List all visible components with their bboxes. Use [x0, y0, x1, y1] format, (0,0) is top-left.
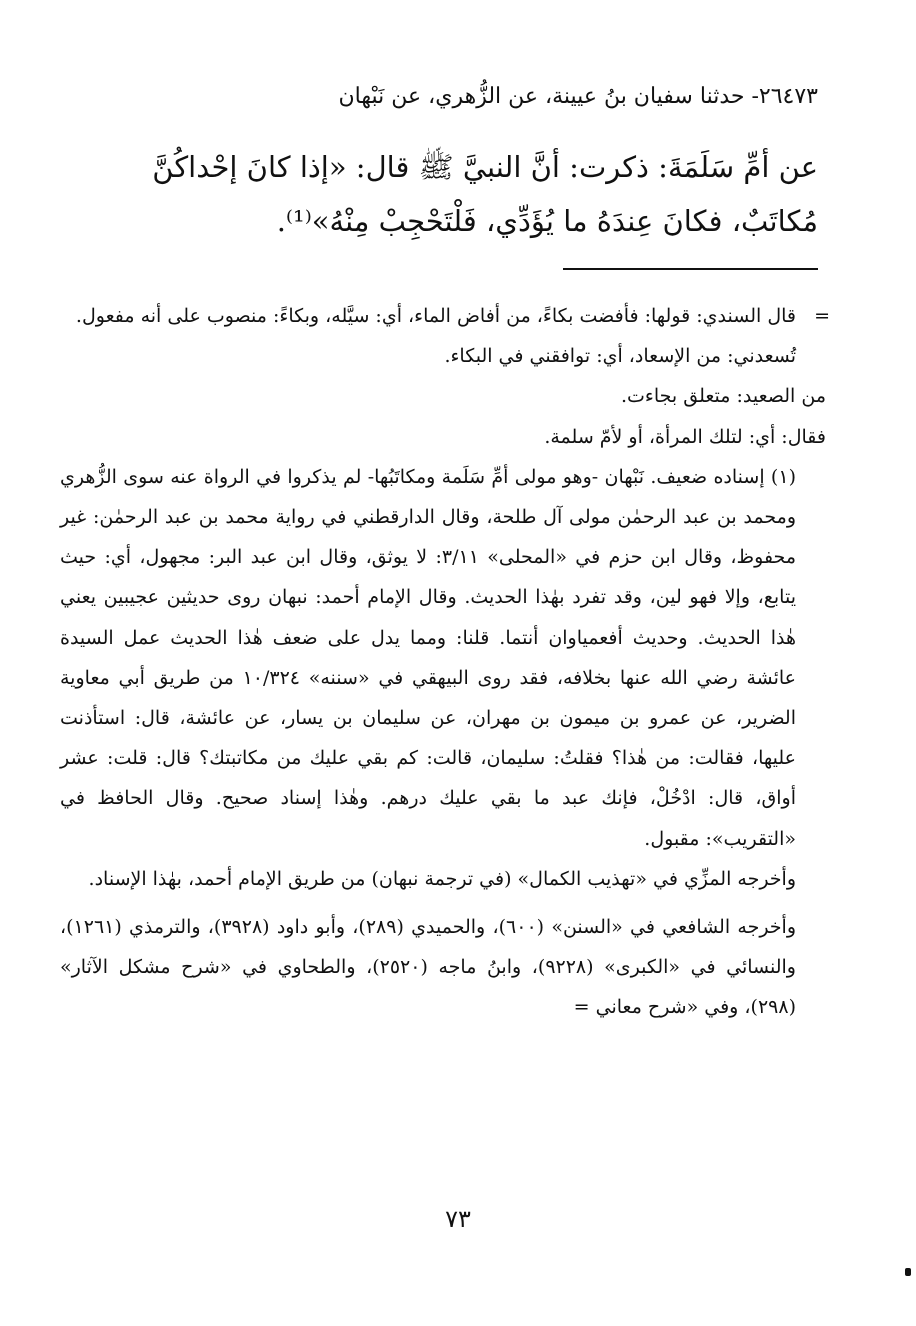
note-min-assaid: من الصعيد: متعلق بجاءت. — [621, 385, 826, 408]
hadith-text — [96, 140, 818, 248]
note-tusidni: تُسعدني: من الإسعاد، أي: توافقني في البكاء. — [444, 345, 796, 368]
hadith-line-2: مُكاتَبٌ، فكانَ عِندَهُ ما يُؤَدِّي، فَلْتَحْجِبْ مِنْهُ»⁽¹⁾. — [276, 204, 818, 238]
continuation-mark: = — [814, 305, 830, 327]
hadith-header: ٢٦٤٧٣- حدثنا سفيان بنُ عيينة، عن الزُّهري، عن نَبْهان — [338, 84, 818, 109]
note-text: قال السندي: قولها: فأفضت بكاءً، من أفاض الماء، أي: سيَّله، وبكاءً: منصوب على أنه مفعول. — [75, 305, 796, 327]
footnote-separator — [563, 268, 818, 270]
hadith-line-1: عن أمِّ سَلَمَةَ: ذكرت: أنَّ النبيَّ ﷺ قال: «إذا كانَ إحْداكُنَّ — [152, 150, 818, 184]
footnote-takhrij: وأخرجه الشافعي في «السنن» (٦٠٠)، والحميدي (٢٨٩)، وأبو داود (٣٩٢٨)، والترمذي (١٢٦١)، والنسائي في «الكبرى» (٩٢٢٨)، وابنُ ماجه (٢٥٢٠)، والطحاوي في «شرح مشكل الآثار» (٢٩٨)، وفي «شرح معاني = — [60, 916, 796, 1019]
scan-edge-mark — [905, 1268, 911, 1276]
footnote-mizzi: وأخرجه المزِّي في «تهذيب الكمال» (في ترجمة نبهان) من طريق الإمام أحمد، بهٰذا الإسناد. — [88, 867, 796, 890]
page-number: ٧٣ — [445, 1205, 471, 1233]
note-faqal: فقال: أي: لتلك المرأة، أو لأمّ سلمة. — [544, 425, 826, 448]
footnote-1-isnad: (١) إسناده ضعيف. نَبْهان -وهو مولى أمِّ سَلَمة ومكاتَبُها- لم يذكروا في الرواة عنه سوى الزُّهري ومحمد بن عبد الرحمٰن مولى آل طلحة، وقال الدارقطني في رواية محمد بن عبد الرحمٰن: غير محفوظ، وقال ابن حزم في «المحلى» ٣/١١: لا يوثق، وقال ابن عبد البر: مجهول، أي: حيث يتابع، وإلا فهو لين، وقد تفرد بهٰذا الحديث. وقال الإمام أحمد: نبهان روى حديثين عجيبين يعني هٰذا الحديث. وحديث أفعمياوان أنتما. قلنا: ومما يدل على ضعف هٰذا الحديث عمل السيدة عائشة رضي الله عنها بخلافه، فقد روى البيهقي في «سننه» ١٠/٣٢٤ من طريق أبي معاوية الضرير، عن عمرو بن ميمون بن مهران، عن سليمان بن يسار، عن عائشة، قال: استأذنت عليها، فقالت: من هٰذا؟ فقلتُ: سليمان، قالت: كم بقي عليك من مكاتبتك؟ قال: قلت: عشر أواق، قال: ادْخُلْ، فإنك عبد ما بقي عليك درهم. وهٰذا إسناد صحيح. وقال الحافظ في «التقريب»: مقبول. — [60, 465, 796, 850]
note-sindi-commentary — [60, 296, 830, 336]
footnotes — [60, 296, 830, 1028]
